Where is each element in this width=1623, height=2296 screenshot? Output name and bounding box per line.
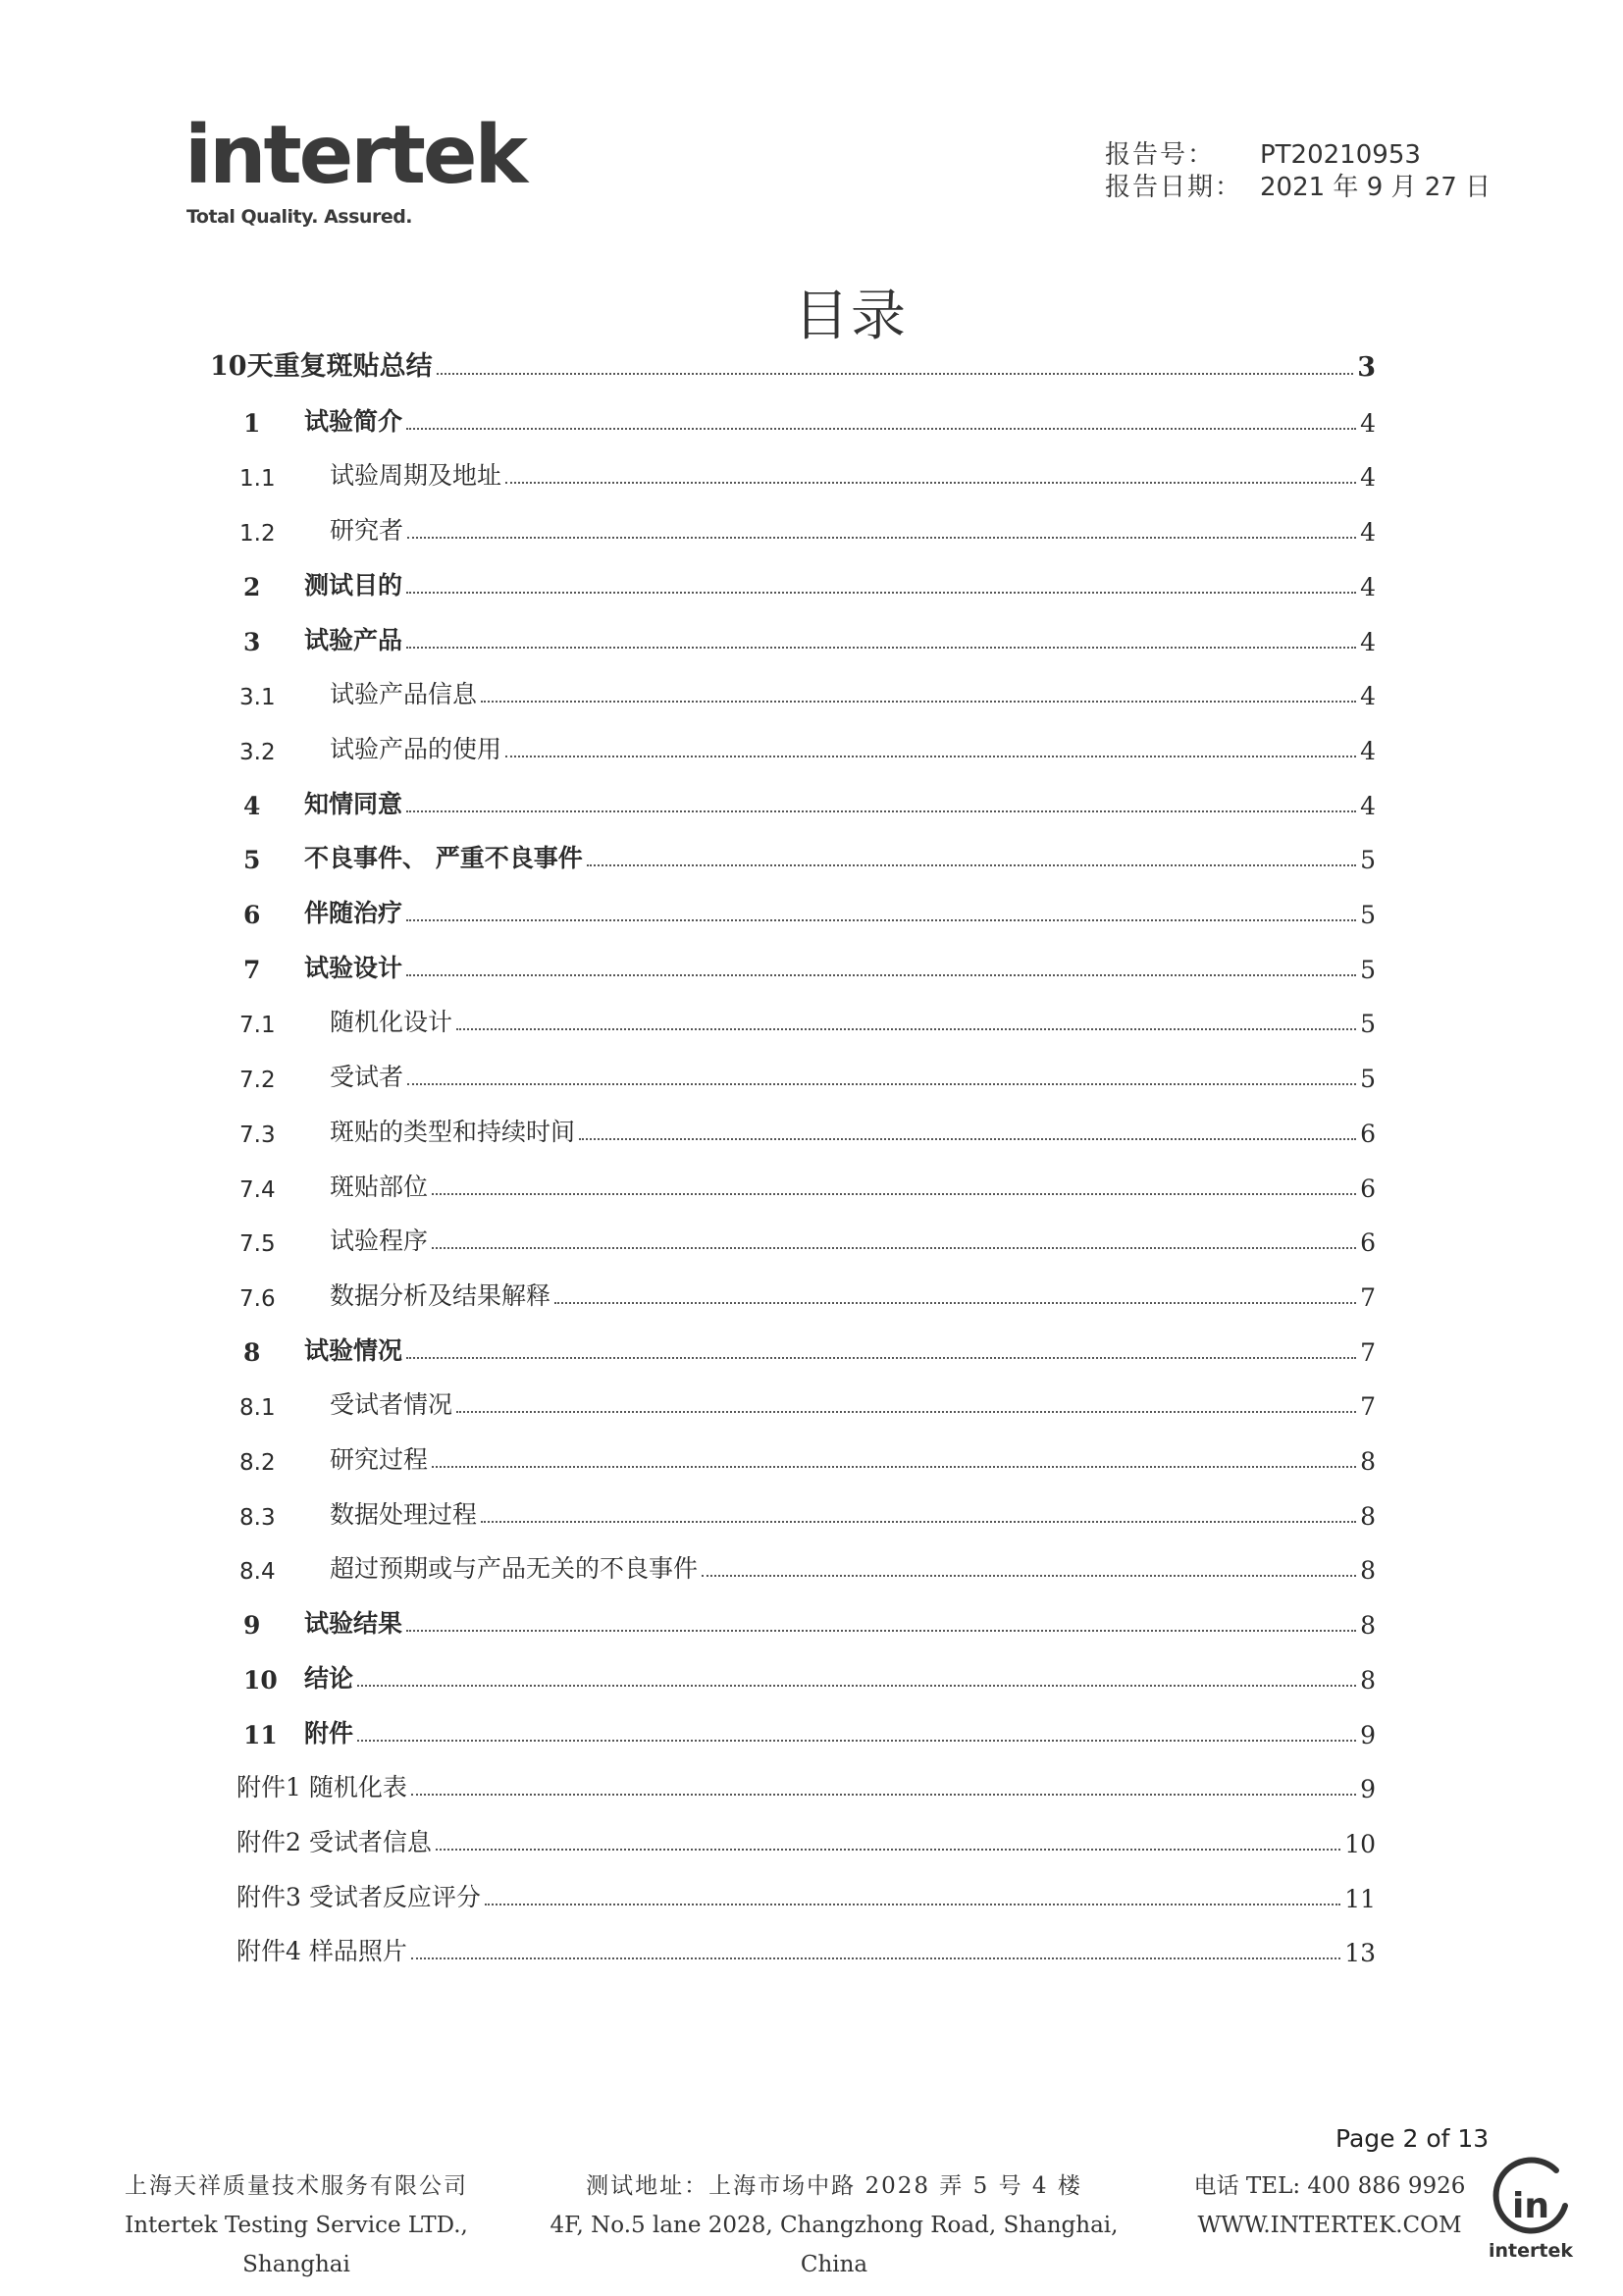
toc-title: 目录 [794,285,908,348]
page-indicator: Page 2 of 13 [1335,2124,1490,2153]
toc-dot-leader [406,919,1356,921]
footer-company [90,2166,502,2284]
toc-entry-title: 斑贴的类型和持续时间 [330,1118,576,1146]
toc-entry-page: 13 [1344,1939,1376,1967]
toc-dot-leader [357,1685,1356,1687]
toc-entry[interactable] [236,1328,1376,1367]
toc-entry-title: 试验简介 [304,407,403,436]
report-number: PT20210953 [1260,140,1421,170]
toc-dot-leader [407,537,1356,539]
toc-entry-page: 4 [1360,573,1376,601]
toc-entry[interactable] [236,1655,1376,1695]
badge-wordmark: intertek [1489,2240,1573,2262]
toc-entry-number: 6 [243,901,261,929]
toc-entry-page: 5 [1360,956,1376,984]
toc-entry-title: 附件2 受试者信息 [236,1828,432,1856]
toc-entry[interactable] [239,1382,1376,1421]
toc-entry-page: 11 [1344,1885,1376,1913]
toc-entry-page: 4 [1360,682,1376,710]
toc-entry[interactable] [236,1928,1376,1967]
footer-website: WWW.INTERTEK.COM [1197,2213,1462,2238]
toc-entry-title: 试验程序 [330,1226,429,1255]
toc-entry-page: 4 [1360,737,1376,765]
toc-dot-leader [505,756,1356,757]
toc-dot-leader [432,1193,1356,1195]
toc-entry-title: 不良事件、 严重不良事件 [304,844,583,872]
toc-entry[interactable] [236,1874,1376,1913]
report-number-row [1105,139,1491,172]
toc-entry-number: 1.1 [239,466,276,492]
toc-entry-number: 8 [243,1338,261,1367]
toc-entry[interactable] [236,945,1376,984]
toc-entry-number: 3.2 [239,740,276,765]
toc-dot-leader [579,1138,1356,1140]
toc-dot-leader [406,810,1356,812]
toc-dot-leader [485,1904,1340,1905]
toc-dot-leader [554,1302,1356,1304]
toc-entry-page: 7 [1360,1338,1376,1367]
footer-contact [1173,2166,1487,2245]
toc-entry[interactable] [239,999,1376,1038]
toc-entry[interactable] [239,1273,1376,1312]
toc-entry-number: 8.2 [239,1450,276,1476]
toc-entry-number: 1 [243,409,261,438]
toc-dot-leader [702,1575,1356,1577]
toc-entry[interactable] [236,890,1376,929]
report-info [1105,139,1491,204]
toc-dot-leader [436,1849,1340,1851]
toc-entry-page: 9 [1360,1721,1376,1749]
toc-entry[interactable] [236,781,1376,820]
toc-entry-number: 10 [243,1666,278,1695]
footer-company-en: Intertek Testing Service LTD., Shanghai [125,2213,468,2277]
toc-dot-leader [587,864,1356,866]
toc-entry[interactable] [239,1545,1376,1585]
intertek-logo [184,109,526,234]
toc-entry[interactable] [236,1710,1376,1749]
toc-entry[interactable] [239,1491,1376,1531]
toc-dot-leader [406,1357,1356,1359]
toc-entry-title: 受试者情况 [330,1390,453,1419]
toc-entry-title: 受试者 [330,1063,404,1091]
toc-entry-page: 9 [1360,1775,1376,1803]
report-date-row [1105,172,1491,204]
toc-entry-number: 7.3 [239,1122,276,1148]
toc-entry-number: 9 [243,1611,261,1640]
toc-entry-title: 结论 [304,1664,354,1693]
toc-entry-page: 4 [1360,518,1376,547]
report-date: 2021 年 9 月 27 日 [1260,173,1492,202]
footer-address-cn: 测试地址：上海市场中路 2028 弄 5 号 4 楼 [586,2173,1082,2199]
toc-entry[interactable] [239,726,1376,765]
toc-entry-title: 试验设计 [304,954,403,982]
toc-entry-page: 3 [1357,352,1376,383]
toc-entry-number: 4 [243,792,261,820]
intertek-badge-icon [1487,2157,1575,2265]
toc-entry-title: 知情同意 [304,790,403,818]
toc-dot-leader [406,428,1356,430]
toc-entry-page: 8 [1360,1447,1376,1476]
toc-entry-title: 试验产品的使用 [330,735,502,763]
toc-entry-title: 测试目的 [304,571,403,600]
toc-entry[interactable] [236,562,1376,601]
toc-entry-title: 研究过程 [330,1445,429,1474]
toc-entry-number: 3 [243,628,261,656]
footer-company-cn: 上海天祥质量技术服务有限公司 [125,2173,468,2199]
toc-entry-title: 随机化设计 [330,1008,453,1036]
toc-entry-number: 7 [243,956,261,984]
toc-entry-page: 8 [1360,1666,1376,1695]
toc-entry[interactable] [236,617,1376,656]
toc-entry-page: 4 [1360,463,1376,492]
toc-entry-title: 数据分析及结果解释 [330,1281,551,1310]
toc-entry-number: 7.5 [239,1231,276,1257]
toc-entry-page: 8 [1360,1502,1376,1531]
toc-dot-leader [406,592,1356,594]
toc-entry-page: 5 [1360,1065,1376,1093]
toc-entry-title: 试验产品 [304,626,403,654]
toc-entry[interactable] [239,1164,1376,1203]
toc-entry-number: 8.4 [239,1559,276,1585]
toc-entry-page: 6 [1360,1174,1376,1203]
toc-dot-leader [505,482,1356,484]
toc-dot-leader [411,1957,1340,1959]
toc-entry[interactable] [239,452,1376,492]
toc-entry[interactable] [239,671,1376,710]
toc-entry-page: 10 [1344,1830,1376,1858]
toc-dot-leader [406,1630,1356,1632]
toc-dot-leader [432,1466,1356,1468]
toc-entry[interactable] [239,1054,1376,1093]
report-number-label: 报告号： [1105,140,1216,170]
toc-dot-leader [437,373,1354,375]
toc-entry-title: 试验情况 [304,1336,403,1365]
toc-dot-leader [432,1247,1356,1249]
toc-entry-number: 8.3 [239,1505,276,1531]
toc-entry[interactable] [210,343,1376,383]
toc-dot-leader [406,647,1356,649]
toc-entry-number: 7.1 [239,1013,276,1038]
toc-entry-page: 7 [1360,1392,1376,1421]
footer-address-en: 4F, No.5 lane 2028, Changzhong Road, Shanghai, China [550,2213,1119,2277]
logo-wordmark: intertek [184,109,526,202]
toc-dot-leader [456,1411,1356,1413]
toc-entry[interactable] [239,507,1376,547]
toc-entry-title: 数据处理过程 [330,1500,478,1529]
toc-dot-leader [481,701,1356,703]
logo-tagline: Total Quality. Assured. [186,206,413,228]
toc-entry[interactable] [236,1819,1376,1858]
toc-entry-page: 5 [1360,846,1376,874]
toc-entry-page: 7 [1360,1283,1376,1312]
toc-entry-title: 附件 [304,1719,354,1748]
toc-entry[interactable] [236,835,1376,874]
toc-entry-page: 4 [1360,792,1376,820]
toc-entry-title: 超过预期或与产品无关的不良事件 [330,1554,699,1583]
toc-entry[interactable] [236,1764,1376,1803]
footer-address [550,2166,1119,2284]
toc-entry-number: 8.1 [239,1395,276,1421]
toc-entry-title: 伴随治疗 [304,899,403,927]
toc-entry-title: 研究者 [330,516,404,545]
toc-entry-title: 10天重复斑贴总结 [210,351,433,382]
toc-entry-number: 2 [243,573,261,601]
toc-dot-leader [407,1083,1356,1085]
report-date-label: 报告日期： [1105,173,1243,202]
toc-entry-title: 试验产品信息 [330,680,478,708]
toc-entry-page: 6 [1360,1120,1376,1148]
toc-entry[interactable] [236,398,1376,438]
toc-entry[interactable] [239,1218,1376,1257]
toc-entry-number: 1.2 [239,521,276,547]
footer-phone: 电话 TEL: 400 886 9926 [1193,2173,1466,2199]
toc-entry-title: 附件4 样品照片 [236,1937,407,1965]
toc-entry-number: 7.6 [239,1286,276,1312]
toc-entry-title: 附件1 随机化表 [236,1773,407,1801]
toc-entry-title: 试验周期及地址 [330,461,502,490]
toc-entry-number: 7.2 [239,1068,276,1093]
toc-entry-page: 4 [1360,409,1376,438]
toc-entry-page: 6 [1360,1228,1376,1257]
toc-entry-title: 附件3 受试者反应评分 [236,1883,481,1911]
toc-entry-title: 斑贴部位 [330,1173,429,1201]
toc-dot-leader [481,1521,1356,1523]
badge-mark: in [1512,2186,1549,2226]
toc-entry-number: 3.1 [239,685,276,710]
toc-dot-leader [406,974,1356,976]
toc-entry-page: 5 [1360,901,1376,929]
toc-entry[interactable] [236,1600,1376,1640]
toc-entry-title: 试验结果 [304,1609,403,1638]
toc-entry-page: 5 [1360,1010,1376,1038]
toc-entry[interactable] [239,1436,1376,1476]
toc-dot-leader [411,1794,1356,1796]
toc-entry-number: 5 [243,846,261,874]
toc-entry-number: 7.4 [239,1177,276,1203]
toc-entry-page: 8 [1360,1556,1376,1585]
toc-dot-leader [456,1028,1356,1030]
toc-dot-leader [357,1740,1356,1742]
toc-entry[interactable] [239,1109,1376,1148]
toc-entry-page: 4 [1360,628,1376,656]
toc-entry-number: 11 [243,1721,278,1749]
toc-entry-page: 8 [1360,1611,1376,1640]
